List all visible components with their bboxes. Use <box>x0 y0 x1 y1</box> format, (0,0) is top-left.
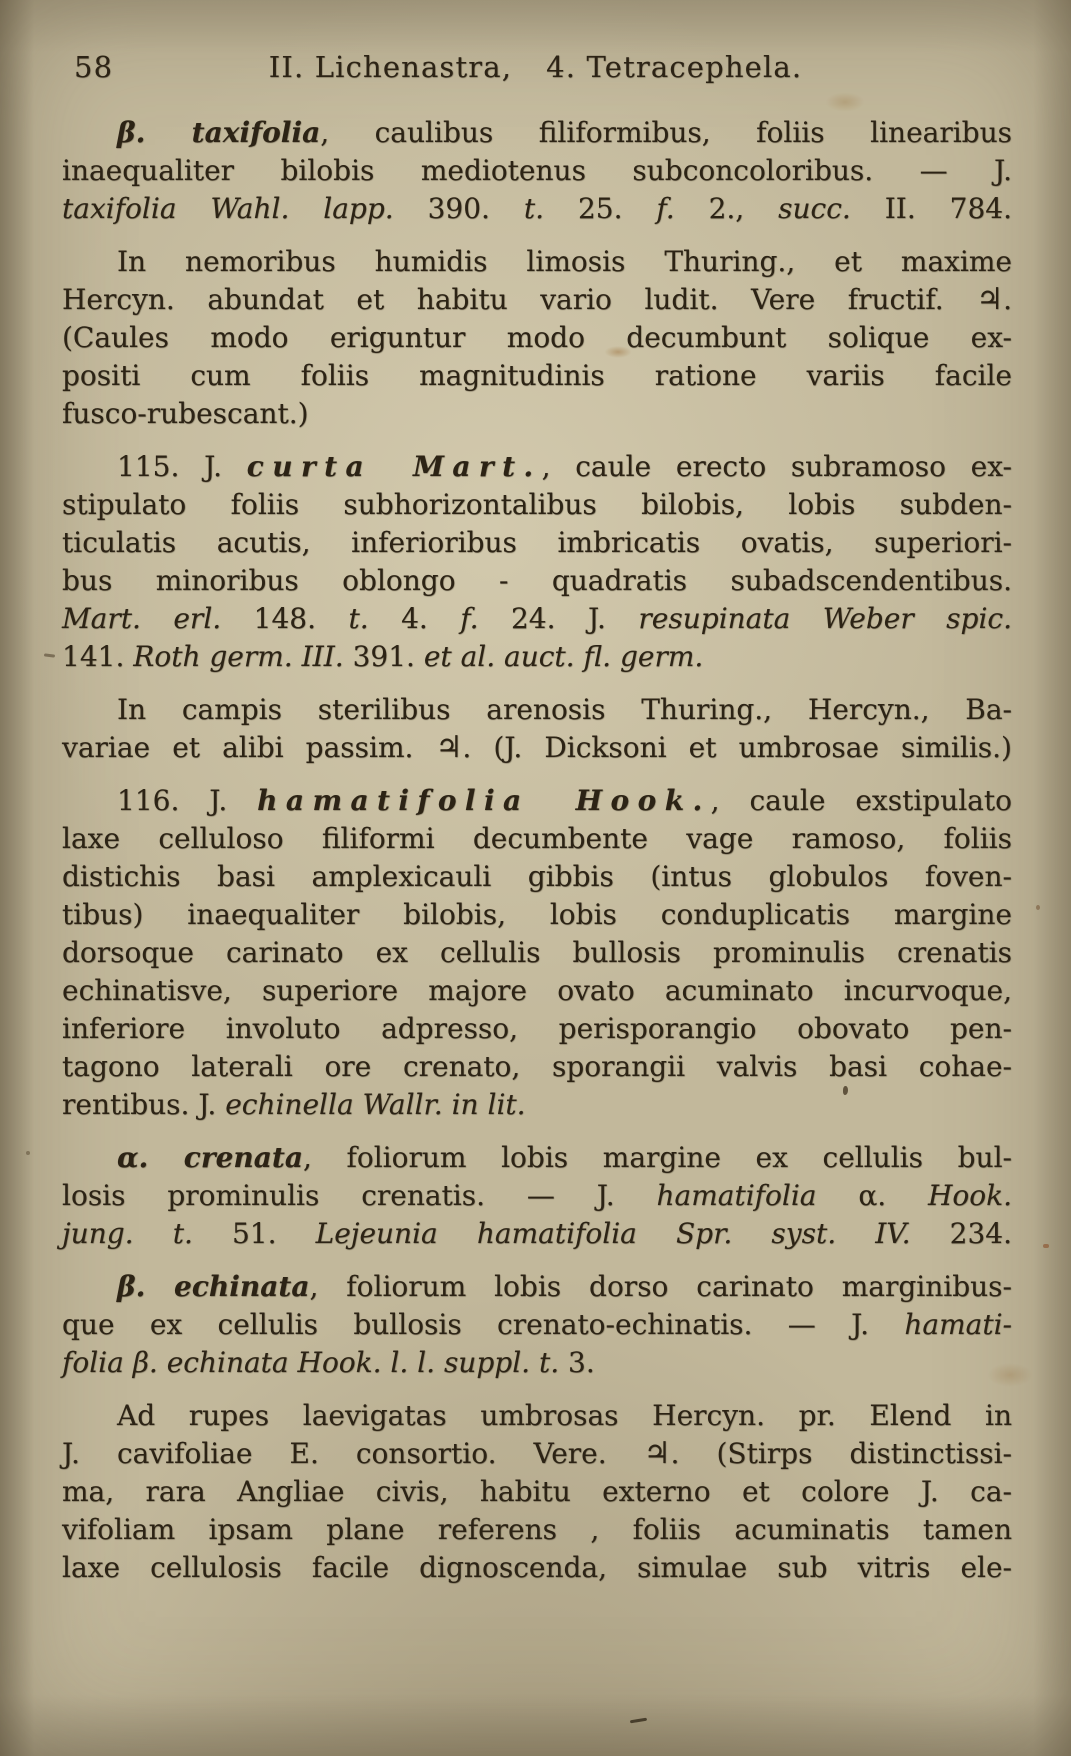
text-segment: dorsoque carinato ex cellulis bullosis prominulis crenatis <box>62 936 1012 969</box>
text-segment: Lejeunia hamatifolia Spr. syst. IV. <box>315 1217 911 1250</box>
text-segment: 24. J. <box>478 602 639 635</box>
text-segment: , caulibus filiformibus, foliis linearibus <box>320 116 1012 149</box>
text-line <box>62 1048 1012 1086</box>
running-head-subsection: 4. Tetracephela. <box>546 50 803 84</box>
text-segment: inaequaliter bilobis mediotenus subconcoloribus. — J. <box>62 154 1012 187</box>
text-segment: distichis basi amplexicauli gibbis (intus globulos foven- <box>62 860 1012 893</box>
text-line <box>62 243 1012 281</box>
text-segment: 148. <box>221 602 349 635</box>
text-line <box>62 524 1012 562</box>
text-segment: 391. <box>343 640 424 673</box>
text-segment: t. <box>523 192 545 225</box>
text-line <box>62 1473 1012 1511</box>
paragraph-habitat-taxifolia <box>62 243 1012 433</box>
text-segment: stipulato foliis subhorizontalibus bilobis, lobis subden- <box>62 488 1012 521</box>
text-segment: , caule exstipulato <box>710 784 1012 817</box>
text-line <box>62 1177 1012 1215</box>
paragraph-habitat-curta <box>62 691 1012 767</box>
text-line <box>62 729 1012 767</box>
text-segment: Hook. <box>928 1179 1012 1212</box>
text-segment: que ex cellulis bullosis crenato-echinatis. — J. <box>62 1308 905 1341</box>
stray-dash-mark <box>630 1718 647 1724</box>
text-line <box>62 1268 1012 1306</box>
text-segment: . <box>1003 283 1012 316</box>
text-segment: echinella Wallr. in lit. <box>225 1088 526 1121</box>
text-segment: 141. <box>62 640 134 673</box>
paragraph-species-116-hamatifolia <box>62 782 1012 1124</box>
text-segment: 4. <box>368 602 461 635</box>
text-line <box>62 319 1012 357</box>
text-line <box>62 357 1012 395</box>
text-segment: hamati- <box>904 1308 1012 1341</box>
paper-stain-speck <box>1036 905 1040 910</box>
page-number: 58 <box>74 50 114 84</box>
text-line <box>62 1435 1012 1473</box>
text-segment: , caule erecto subramoso ex- <box>541 450 1013 483</box>
text-segment: α. <box>816 1179 928 1212</box>
text-segment: inferiore involuto adpresso, perisporangio obovato pen- <box>62 1012 1012 1045</box>
paper-stain-speck <box>1043 1244 1049 1248</box>
text-segment: β. taxifolia <box>117 116 321 149</box>
text-segment: tagono laterali ore crenato, sporangii valvis basi cohae- <box>62 1050 1012 1083</box>
text-segment: hamatifolia Hook. <box>257 784 711 817</box>
text-segment: tibus) inaequaliter bilobis, lobis conduplicatis margine <box>62 898 1012 931</box>
text-segment: , foliorum lobis dorso carinato marginibus- <box>309 1270 1012 1303</box>
text-segment: losis prominulis crenatis. — J. <box>62 1179 657 1212</box>
text-line <box>62 934 1012 972</box>
text-line <box>62 896 1012 934</box>
text-segment: ma, rara Angliae civis, habitu externo et colore J. ca- <box>62 1475 1012 1508</box>
text-segment: J. cavifoliae E. consortio. Vere. <box>62 1437 644 1470</box>
text-segment: . (Stirps distinctissi- <box>670 1437 1012 1470</box>
text-line <box>62 395 1012 433</box>
text-line <box>62 486 1012 524</box>
margin-dash-speck <box>44 653 55 657</box>
text-line <box>62 972 1012 1010</box>
text-segment: resupinata Weber spic. <box>638 602 1013 635</box>
text-segment: 234. <box>910 1217 1012 1250</box>
text-segment: laxe cellulosis facile dignoscenda, simulae sub vitris ele- <box>62 1551 1012 1584</box>
text-line <box>62 858 1012 896</box>
paragraph-var-crenata <box>62 1139 1012 1253</box>
text-segment: vifoliam ipsam plane referens , foliis acuminatis tamen <box>62 1513 1012 1546</box>
paragraph-habitat-hamatifolia <box>62 1397 1012 1587</box>
text-segment: α. crenata <box>117 1141 303 1174</box>
text-line <box>62 1306 1012 1344</box>
text-segment: ticulatis acutis, inferioribus imbricatis ovatis, superiori- <box>62 526 1012 559</box>
text-segment: 116. J. <box>117 784 258 817</box>
paragraph-var-echinata <box>62 1268 1012 1382</box>
text-segment: 390. <box>393 192 524 225</box>
text-segment: , foliorum lobis margine ex cellulis bul- <box>302 1141 1013 1174</box>
text-segment: variae et alibi passim. <box>62 731 436 764</box>
text-segment: In nemoribus humidis limosis Thuring., et maxime <box>117 245 1012 278</box>
text-segment: succ. <box>778 192 851 225</box>
text-line <box>62 1086 1012 1124</box>
text-segment: Roth germ. III. <box>133 640 344 673</box>
text-segment: laxe celluloso filiformi decumbente vage ramoso, foliis <box>62 822 1012 855</box>
text-segment: folia β. echinata Hook. l. l. suppl. t. <box>62 1346 560 1379</box>
text-line <box>62 152 1012 190</box>
text-line <box>62 600 1012 638</box>
text-segment: Hercyn. abundat et habitu vario ludit. Vere fructif. <box>62 283 977 316</box>
text-line <box>62 190 1012 228</box>
text-segment: β. echinata <box>117 1270 310 1303</box>
text-line <box>62 562 1012 600</box>
text-segment: 2., <box>674 192 779 225</box>
text-segment: II. 784. <box>850 192 1012 225</box>
perennial-symbol: ♃ <box>976 282 1004 317</box>
text-line <box>62 820 1012 858</box>
text-line <box>62 782 1012 820</box>
paragraph-var-taxifolia <box>62 114 1012 228</box>
text-segment: fusco-rubescant.) <box>62 397 309 430</box>
text-line <box>62 1215 1012 1253</box>
text-line <box>62 1397 1012 1435</box>
text-line <box>62 638 1012 676</box>
text-block <box>62 114 1012 1602</box>
text-segment: 51. <box>192 1217 316 1250</box>
text-line <box>62 1549 1012 1587</box>
text-segment: jung. t. <box>62 1217 193 1250</box>
text-segment: In campis sterilibus arenosis Thuring., Hercyn., Ba- <box>117 693 1012 726</box>
paragraph-species-115-curta <box>62 448 1012 676</box>
text-segment: Ad rupes laevigatas umbrosas Hercyn. pr. Elend in <box>117 1399 1012 1432</box>
text-segment: f. <box>656 192 675 225</box>
text-segment: t. <box>348 602 369 635</box>
text-segment: curta Mart. <box>246 450 542 483</box>
text-segment: . (J. Dicksoni et umbrosae similis.) <box>462 731 1012 764</box>
text-line <box>62 114 1012 152</box>
text-segment: taxifolia Wahl. lapp. <box>62 192 394 225</box>
text-segment: bus minoribus oblongo - quadratis subadscendentibus. <box>62 564 1012 597</box>
running-head-section: II. Lichenastra, <box>268 50 513 84</box>
running-head <box>0 50 1071 90</box>
text-segment: f. <box>460 602 479 635</box>
text-segment: echinatisve, superiore majore ovato acuminato incurvoque, <box>62 974 1012 1007</box>
text-segment: (Caules modo eriguntur modo decumbunt solique ex- <box>62 321 1012 354</box>
text-segment: positi cum foliis magnitudinis ratione variis facile <box>62 359 1012 392</box>
text-line <box>62 1511 1012 1549</box>
text-segment: 25. <box>544 192 657 225</box>
text-line <box>62 691 1012 729</box>
perennial-symbol: ♃ <box>643 1436 671 1471</box>
text-line <box>62 1010 1012 1048</box>
text-line <box>62 448 1012 486</box>
ink-speck <box>26 1151 30 1155</box>
text-segment: Mart. erl. <box>62 602 222 635</box>
text-line <box>62 1139 1012 1177</box>
running-head-title <box>0 50 1071 84</box>
text-segment: rentibus. J. <box>62 1088 226 1121</box>
text-segment: 115. J. <box>117 450 247 483</box>
text-segment: et al. auct. fl. germ. <box>423 640 704 673</box>
text-line <box>62 281 1012 319</box>
perennial-symbol: ♃ <box>435 730 463 765</box>
text-line <box>62 1344 1012 1382</box>
text-segment: 3. <box>559 1346 595 1379</box>
text-segment: hamatifolia <box>656 1179 817 1212</box>
